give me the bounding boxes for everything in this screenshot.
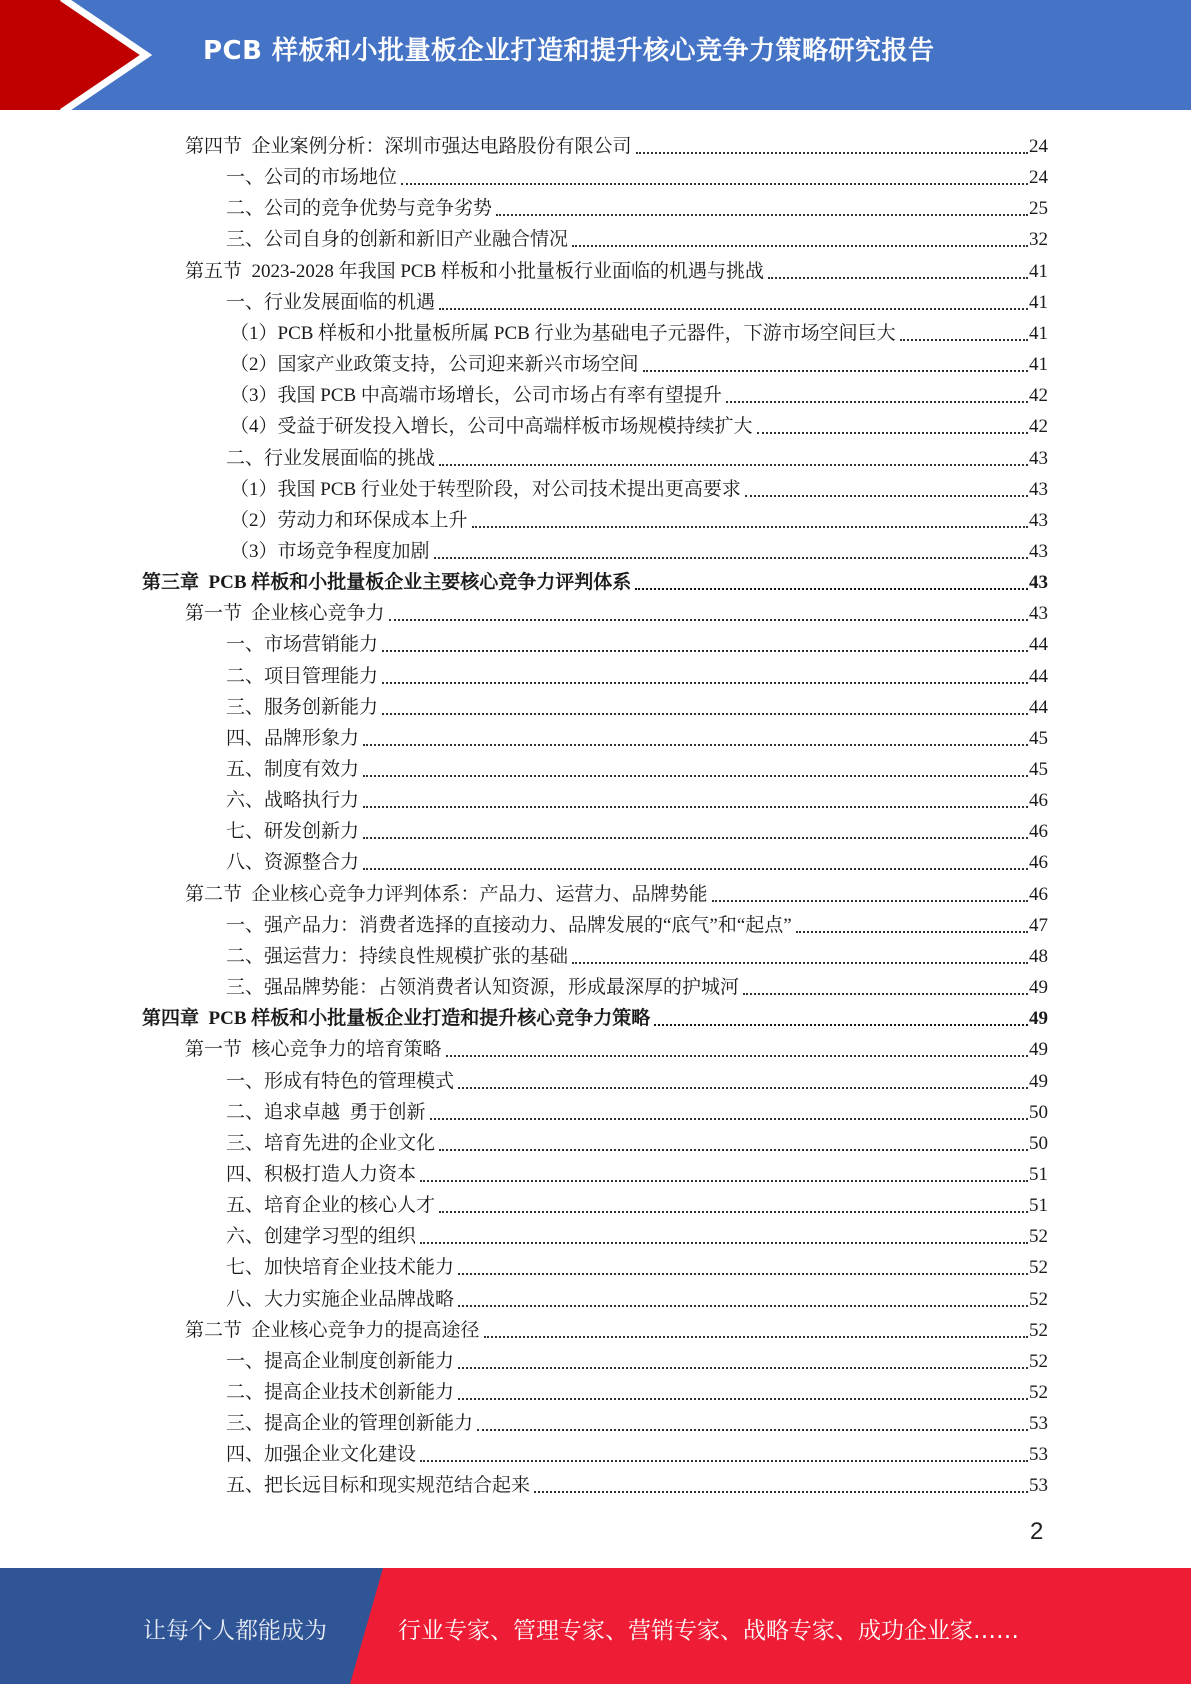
toc-page-number: 46	[1029, 852, 1048, 874]
toc-page-number: 24	[1029, 136, 1048, 157]
toc-subsection-entry[interactable]	[226, 1187, 1048, 1218]
report-header	[0, 0, 1191, 110]
toc-page-number: 46	[1029, 821, 1048, 843]
toc-section-entry[interactable]	[185, 1031, 1048, 1062]
toc-dot-leader	[382, 682, 1028, 684]
toc-page-number: 43	[1029, 603, 1048, 625]
toc-dot-leader	[363, 837, 1028, 839]
toc-page-number: 25	[1029, 198, 1048, 220]
toc-subsection-entry[interactable]	[230, 408, 1048, 439]
toc-page-number: 43	[1029, 509, 1048, 531]
toc-subsection-entry[interactable]	[226, 1063, 1048, 1094]
toc-entry-title: 三、提高企业的管理创新能力	[226, 1413, 474, 1435]
footer-slogan-left: 让每个人都能成为	[143, 1618, 327, 1644]
toc-dot-leader	[439, 1211, 1028, 1213]
toc-subsection-entry[interactable]	[226, 689, 1048, 720]
toc-dot-leader	[420, 1242, 1028, 1244]
toc-entry-title: 二、公司的竞争优势与竞争劣势	[226, 198, 493, 220]
toc-entry-title: 一、市场营销能力	[226, 634, 379, 656]
toc-dot-leader	[572, 245, 1028, 247]
toc-dot-leader	[439, 1149, 1028, 1151]
toc-dot-leader	[382, 650, 1028, 652]
toc-page-number: 52	[1029, 1288, 1048, 1310]
toc-subsection-entry[interactable]	[226, 284, 1048, 315]
toc-dot-leader	[477, 1429, 1028, 1431]
toc-entry-title: 三、培育先进的企业文化	[226, 1132, 436, 1154]
toc-subsection-entry[interactable]	[226, 938, 1048, 969]
toc-entry-title: 五、把长远目标和现实规范结合起来	[226, 1475, 531, 1497]
toc-page-number: 44	[1029, 634, 1048, 656]
toc-page-number: 52	[1029, 1226, 1048, 1248]
toc-section-entry[interactable]	[185, 595, 1048, 626]
toc-entry-title: （1）我国 PCB 行业处于转型阶段，对公司技术提出更高要求	[230, 478, 741, 500]
toc-page-number: 49	[1029, 1070, 1048, 1092]
toc-dot-leader	[434, 557, 1028, 559]
toc-page-number: 46	[1029, 883, 1048, 905]
header-arrow-decoration	[0, 0, 200, 110]
toc-subsection-entry[interactable]	[226, 1218, 1048, 1249]
toc-subsection-entry[interactable]	[230, 377, 1048, 408]
toc-entry-title: （4）受益于研发投入增长，公司中高端样板市场规模持续扩大	[230, 416, 753, 438]
toc-page-number: 49	[1029, 977, 1048, 999]
toc-page-number: 48	[1029, 945, 1048, 967]
toc-dot-leader	[420, 1180, 1028, 1182]
toc-subsection-entry[interactable]	[230, 471, 1048, 502]
toc-dot-leader	[363, 744, 1028, 746]
toc-subsection-entry[interactable]	[226, 720, 1048, 751]
toc-entry-title: 六、创建学习型的组织	[226, 1226, 417, 1248]
toc-subsection-entry[interactable]	[226, 751, 1048, 782]
toc-subsection-entry[interactable]	[226, 221, 1048, 252]
toc-page-number: 45	[1029, 759, 1048, 780]
toc-entry-title: （3）市场竞争程度加剧	[230, 540, 430, 562]
toc-subsection-entry[interactable]	[226, 1125, 1048, 1156]
toc-page-number: 50	[1029, 1101, 1048, 1123]
red-arrow-shape	[0, 0, 140, 110]
toc-subsection-entry[interactable]	[226, 907, 1048, 938]
toc-entry-title: 八、资源整合力	[226, 852, 360, 874]
toc-entry-title: 第四章 PCB 样板和小批量板企业打造和提升核心竞争力策略	[142, 1008, 651, 1030]
toc-entry-title: 一、提高企业制度创新能力	[226, 1350, 455, 1372]
toc-entry-title: 五、制度有效力	[226, 759, 360, 780]
toc-dot-leader	[458, 1398, 1028, 1400]
toc-dot-leader	[745, 495, 1028, 497]
toc-dot-leader	[458, 1305, 1028, 1307]
toc-page-number: 41	[1029, 260, 1048, 282]
toc-dot-leader	[643, 370, 1028, 372]
toc-subsection-entry[interactable]	[226, 658, 1048, 689]
toc-dot-leader	[768, 277, 1028, 279]
toc-section-entry[interactable]	[185, 1312, 1048, 1343]
toc-section-entry[interactable]	[185, 128, 1048, 159]
toc-entry-title: 一、公司的市场地位	[226, 167, 398, 189]
toc-dot-leader	[458, 1367, 1028, 1369]
toc-entry-title: 二、追求卓越 勇于创新	[226, 1101, 426, 1123]
toc-entry-title: 七、加快培育企业技术能力	[226, 1257, 455, 1279]
toc-page-number: 52	[1029, 1257, 1048, 1279]
toc-subsection-entry[interactable]	[226, 1343, 1048, 1374]
toc-entry-title: 一、强产品力：消费者选择的直接动力、品牌发展的“底气”和“起点”	[226, 914, 792, 936]
toc-subsection-entry[interactable]	[226, 844, 1048, 875]
toc-dot-leader	[401, 183, 1028, 185]
toc-page-number: 53	[1029, 1475, 1048, 1497]
toc-entry-title: 第二节 企业核心竞争力评判体系：产品力、运营力、品牌势能	[185, 883, 708, 905]
toc-dot-leader	[726, 401, 1028, 403]
toc-section-entry[interactable]	[185, 253, 1048, 284]
toc-entry-title: 五、培育企业的核心人才	[226, 1195, 436, 1217]
toc-page-number: 47	[1029, 914, 1048, 936]
toc-page-number: 24	[1029, 167, 1048, 189]
toc-page-number: 49	[1029, 1039, 1048, 1061]
toc-entry-title: 六、战略执行力	[226, 790, 360, 812]
toc-page-number: 49	[1029, 1008, 1048, 1030]
toc-page-number: 44	[1029, 696, 1048, 718]
toc-dot-leader	[363, 775, 1028, 777]
toc-entry-title: 三、公司自身的创新和新旧产业融合情况	[226, 229, 569, 251]
toc-dot-leader	[484, 1336, 1028, 1338]
footer-slogan-right: 行业专家、管理专家、营销专家、战略专家、成功企业家……	[398, 1618, 1019, 1644]
toc-dot-leader	[458, 1273, 1028, 1275]
toc-entry-title: 第五节 2023-2028 年我国 PCB 样板和小批量板行业面临的机遇与挑战	[185, 260, 764, 282]
toc-dot-leader	[363, 806, 1028, 808]
toc-entry-title: 第二节 企业核心竞争力的提高途径	[185, 1319, 480, 1341]
toc-dot-leader	[439, 308, 1028, 310]
toc-page-number: 52	[1029, 1350, 1048, 1372]
toc-entry-title: 四、加强企业文化建设	[226, 1444, 417, 1466]
toc-subsection-entry[interactable]	[226, 1374, 1048, 1405]
toc-dot-leader	[743, 993, 1028, 995]
toc-page-number: 41	[1029, 322, 1048, 344]
toc-subsection-entry[interactable]	[226, 1281, 1048, 1312]
toc-entry-title: 八、大力实施企业品牌战略	[226, 1288, 455, 1310]
toc-subsection-entry[interactable]	[226, 1249, 1048, 1280]
toc-entry-title: 四、积极打造人力资本	[226, 1163, 417, 1185]
toc-dot-leader	[572, 962, 1028, 964]
toc-entry-title: 第四节 企业案例分析：深圳市强达电路股份有限公司	[185, 136, 632, 157]
toc-subsection-entry[interactable]	[226, 1094, 1048, 1125]
toc-dot-leader	[496, 214, 1028, 216]
toc-page-number: 46	[1029, 790, 1048, 812]
toc-subsection-entry[interactable]	[230, 315, 1048, 346]
toc-page-number: 41	[1029, 354, 1048, 376]
toc-subsection-entry[interactable]	[226, 813, 1048, 844]
toc-page-number: 53	[1029, 1413, 1048, 1435]
toc-subsection-entry[interactable]	[226, 1156, 1048, 1187]
toc-entry-title: （2）国家产业政策支持，公司迎来新兴市场空间	[230, 354, 639, 376]
toc-dot-leader	[439, 464, 1028, 466]
toc-entry-title: 第三章 PCB 样板和小批量板企业主要核心竞争力评判体系	[142, 572, 632, 594]
toc-page-number: 43	[1029, 447, 1048, 469]
toc-page-number: 43	[1029, 540, 1048, 562]
toc-subsection-entry[interactable]	[230, 346, 1048, 377]
toc-dot-leader	[430, 1118, 1028, 1120]
toc-entry-title: 第一节 核心竞争力的培育策略	[185, 1039, 442, 1061]
toc-page-number: 50	[1029, 1132, 1048, 1154]
toc-dot-leader	[363, 868, 1028, 870]
toc-entry-title: （2）劳动力和环保成本上升	[230, 509, 468, 531]
toc-dot-leader	[712, 900, 1028, 902]
toc-chapter-entry[interactable]	[142, 564, 1048, 595]
toc-dot-leader	[472, 526, 1028, 528]
toc-entry-title: 一、行业发展面临的机遇	[226, 291, 436, 313]
toc-page-number: 53	[1029, 1444, 1048, 1466]
toc-entry-title: （3）我国 PCB 中高端市场增长，公司市场占有率有望提升	[230, 385, 722, 407]
toc-dot-leader	[534, 1491, 1028, 1493]
page-number: 2	[1030, 1518, 1044, 1545]
toc-subsection-entry[interactable]	[226, 440, 1048, 471]
toc-page-number: 52	[1029, 1382, 1048, 1403]
toc-page-number: 42	[1029, 385, 1048, 407]
toc-dot-leader	[654, 1024, 1028, 1026]
toc-entry-title: 七、研发创新力	[226, 821, 360, 843]
toc-entry-title: 二、强运营力：持续良性规模扩张的基础	[226, 945, 569, 967]
toc-subsection-entry[interactable]	[226, 1405, 1048, 1436]
toc-dot-leader	[458, 1087, 1028, 1089]
toc-page-number: 52	[1029, 1319, 1048, 1341]
toc-dot-leader	[382, 713, 1028, 715]
toc-entry-title: 二、行业发展面临的挑战	[226, 447, 436, 469]
toc-entry-title: 二、项目管理能力	[226, 665, 379, 687]
toc-entry-title: 四、品牌形象力	[226, 727, 360, 749]
toc-dot-leader	[757, 432, 1028, 434]
toc-dot-leader	[446, 1055, 1028, 1057]
toc-page-number: 51	[1029, 1163, 1048, 1185]
toc-dot-leader	[796, 931, 1028, 933]
toc-subsection-entry[interactable]	[226, 190, 1048, 221]
toc-page-number: 43	[1029, 572, 1048, 594]
toc-subsection-entry[interactable]	[226, 1467, 1048, 1498]
report-title: PCB 样板和小批量板企业打造和提升核心竞争力策略研究报告	[203, 36, 935, 66]
toc-subsection-entry[interactable]	[226, 782, 1048, 813]
toc-dot-leader	[420, 1460, 1028, 1462]
toc-entry-title: 一、形成有特色的管理模式	[226, 1070, 455, 1092]
toc-page-number: 42	[1029, 416, 1048, 438]
toc-page-number: 32	[1029, 229, 1048, 251]
toc-entry-title: 三、服务创新能力	[226, 696, 379, 718]
report-footer	[0, 1568, 1191, 1684]
toc-dot-leader	[636, 152, 1028, 154]
toc-page-number: 51	[1029, 1195, 1048, 1217]
toc-page-number: 44	[1029, 665, 1048, 687]
toc-subsection-entry[interactable]	[226, 159, 1048, 190]
toc-subsection-entry[interactable]	[226, 626, 1048, 657]
toc-entry-title: 三、强品牌势能：占领消费者认知资源，形成最深厚的护城河	[226, 977, 740, 999]
toc-subsection-entry[interactable]	[230, 533, 1048, 564]
toc-section-entry[interactable]	[185, 876, 1048, 907]
toc-subsection-entry[interactable]	[226, 1436, 1048, 1467]
toc-entry-title: 二、提高企业技术创新能力	[226, 1382, 455, 1403]
toc-chapter-entry[interactable]	[142, 1000, 1048, 1031]
toc-subsection-entry[interactable]	[230, 502, 1048, 533]
toc-dot-leader	[900, 339, 1028, 341]
toc-dot-leader	[635, 588, 1028, 590]
toc-entry-title: 第一节 企业核心竞争力	[185, 603, 385, 625]
toc-dot-leader	[389, 619, 1028, 621]
toc-entry-title: （1）PCB 样板和小批量板所属 PCB 行业为基础电子元器件，下游市场空间巨大	[230, 322, 896, 344]
toc-page-number: 43	[1029, 478, 1048, 500]
toc-page-number: 41	[1029, 291, 1048, 313]
toc-subsection-entry[interactable]	[226, 969, 1048, 1000]
toc-page-number: 45	[1029, 727, 1048, 749]
